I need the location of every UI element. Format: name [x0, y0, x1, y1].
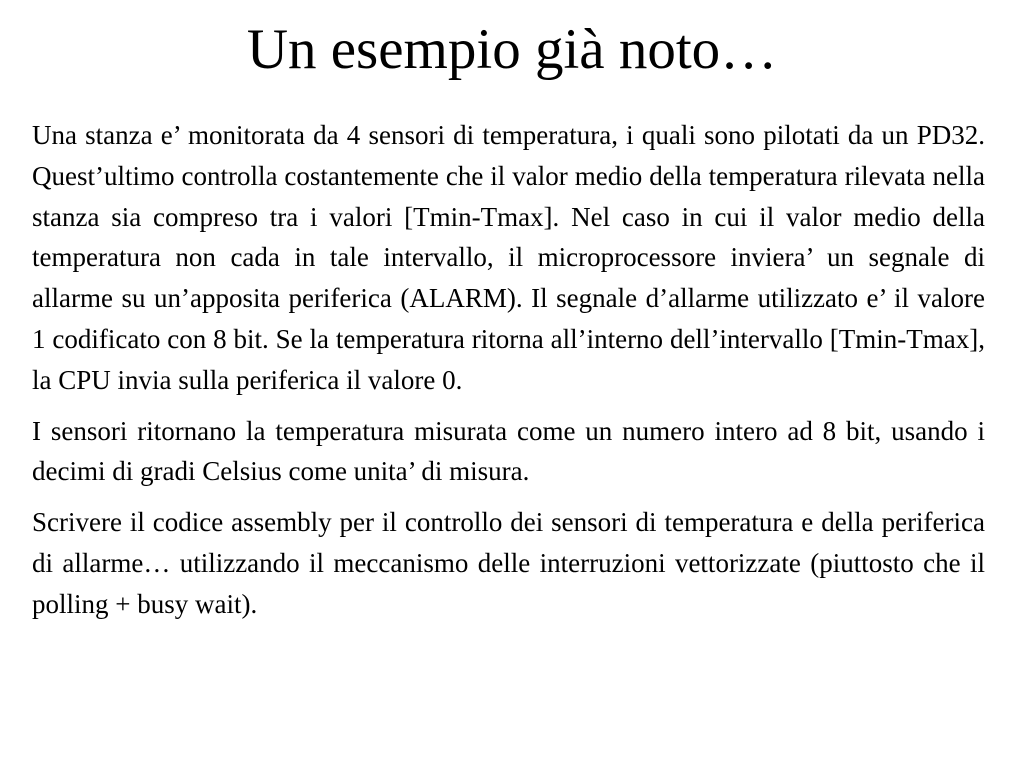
problem-description-paragraph: Una stanza e’ monitorata da 4 sensori di temperatura, i quali sono pilotati da un PD32. Quest’ultimo controlla costantemente che il valor medio della temperatura rilevata nella stanza sia compreso tra i valori [Tmin-Tmax]. Nel caso in cui il valor medio della temperatura non cada in tale intervallo, il microprocessore inviera’ un segnale di allarme su un’apposita periferica (ALARM). Il segnale d’allarme utilizzato e’ il valore 1 codificato con 8 bit. Se la temperatura ritorna all’interno dell’intervallo [Tmin-Tmax], la CPU invia sulla periferica il valore 0. — [32, 120, 985, 395]
sensor-format-paragraph: I sensori ritornano la temperatura misurata come un numero intero ad 8 bit, usando i decimi di gradi Celsius come unita’ di misura. — [32, 415, 985, 487]
slide-body — [32, 115, 985, 635]
task-paragraph: Scrivere il codice assembly per il controllo dei sensori di temperatura e della periferica di allarme… utilizzando il meccanismo delle interruzioni vettorizzate (piuttosto che il polling + busy wait). — [32, 507, 985, 619]
slide-title: Un esempio già noto… — [246, 18, 778, 81]
